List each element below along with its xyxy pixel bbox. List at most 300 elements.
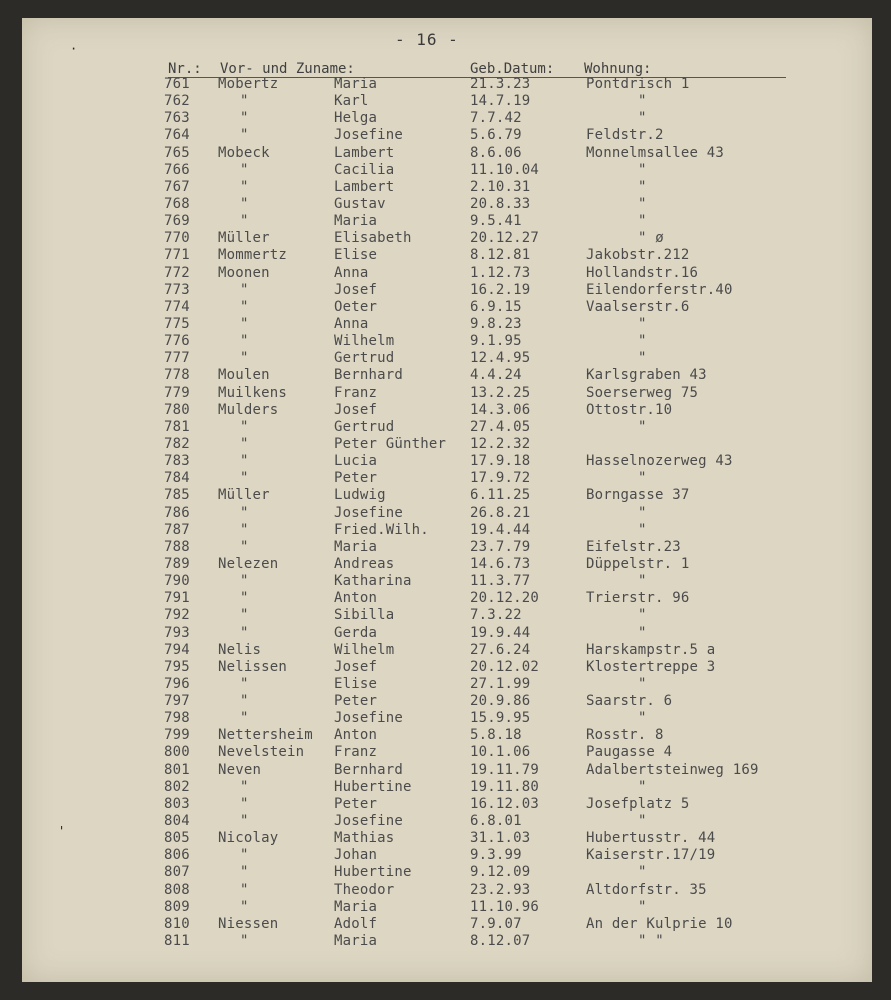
row-number: 800 <box>164 744 190 761</box>
row-address: Harskampstr.5 a <box>586 641 716 658</box>
row-last-name: " <box>240 315 249 332</box>
row-address: " <box>638 213 647 230</box>
row-birth-date: 27.4.05 <box>470 418 531 435</box>
row-first-name: Franz <box>334 384 378 401</box>
row-birth-date: 7.3.22 <box>470 607 522 624</box>
row-last-name: " <box>240 435 249 452</box>
table-row <box>0 933 891 950</box>
table-row <box>0 265 891 282</box>
row-birth-date: 11.3.77 <box>470 573 531 590</box>
row-birth-date: 13.2.25 <box>470 384 531 401</box>
row-address: Trierstr. 96 <box>586 590 690 607</box>
row-first-name: Josefine <box>334 127 404 144</box>
row-number: 772 <box>164 264 190 281</box>
row-address: Adalbertsteinweg 169 <box>586 761 759 778</box>
row-first-name: Adolf <box>334 915 378 932</box>
table-row <box>0 864 891 881</box>
table-row <box>0 299 891 316</box>
header-name: Vor- und Zuname: <box>220 61 355 77</box>
table-row <box>0 76 891 93</box>
row-address: " <box>638 470 647 487</box>
row-first-name: Josef <box>334 281 378 298</box>
row-birth-date: 19.9.44 <box>470 624 531 641</box>
table-row <box>0 762 891 779</box>
table-row <box>0 162 891 179</box>
row-last-name: Moulen <box>218 367 270 384</box>
row-number: 762 <box>164 93 190 110</box>
row-number: 787 <box>164 521 190 538</box>
row-birth-date: 20.8.33 <box>470 195 531 212</box>
row-number: 807 <box>164 864 190 881</box>
row-address: " <box>638 624 647 641</box>
row-number: 804 <box>164 813 190 830</box>
row-number: 773 <box>164 281 190 298</box>
row-address: Hollandstr.16 <box>586 264 699 281</box>
row-address: " <box>638 607 647 624</box>
row-first-name: Gerda <box>334 624 378 641</box>
row-last-name: " <box>240 624 249 641</box>
row-last-name: " <box>240 213 249 230</box>
row-address: Klostertreppe 3 <box>586 658 716 675</box>
row-birth-date: 14.7.19 <box>470 93 531 110</box>
row-last-name: Mobeck <box>218 144 270 161</box>
row-address: " " <box>638 933 664 950</box>
row-first-name: Peter <box>334 470 378 487</box>
row-birth-date: 6.8.01 <box>470 813 522 830</box>
row-number: 784 <box>164 470 190 487</box>
row-first-name: Hubertine <box>334 778 412 795</box>
row-last-name: Neven <box>218 761 262 778</box>
table-row <box>0 213 891 230</box>
row-birth-date: 23.2.93 <box>470 881 531 898</box>
row-first-name: Anna <box>334 264 369 281</box>
table-row <box>0 659 891 676</box>
row-number: 810 <box>164 915 190 932</box>
row-last-name: Mommertz <box>218 247 288 264</box>
row-number: 782 <box>164 435 190 452</box>
row-birth-date: 17.9.18 <box>470 453 531 470</box>
table-row <box>0 402 891 419</box>
row-number: 778 <box>164 367 190 384</box>
row-first-name: Maria <box>334 898 378 915</box>
table-row <box>0 436 891 453</box>
row-first-name: Johan <box>334 847 378 864</box>
row-address: " <box>638 315 647 332</box>
row-last-name: Muilkens <box>218 384 288 401</box>
row-last-name: Nettersheim <box>218 727 313 744</box>
row-first-name: Franz <box>334 744 378 761</box>
row-number: 808 <box>164 881 190 898</box>
row-address: " <box>638 333 647 350</box>
row-number: 799 <box>164 727 190 744</box>
row-first-name: Elise <box>334 247 378 264</box>
row-birth-date: 7.7.42 <box>470 110 522 127</box>
table-row <box>0 419 891 436</box>
row-last-name: Nelissen <box>218 658 288 675</box>
row-birth-date: 16.12.03 <box>470 795 540 812</box>
table-row <box>0 453 891 470</box>
row-address: " <box>638 573 647 590</box>
table-row <box>0 110 891 127</box>
row-number: 775 <box>164 315 190 332</box>
table-row <box>0 247 891 264</box>
row-last-name: " <box>240 675 249 692</box>
row-first-name: Maria <box>334 76 378 92</box>
row-number: 795 <box>164 658 190 675</box>
row-number: 803 <box>164 795 190 812</box>
row-last-name: " <box>240 813 249 830</box>
row-address: Vaalserstr.6 <box>586 298 690 315</box>
table-row <box>0 607 891 624</box>
row-number: 771 <box>164 247 190 264</box>
table-row <box>0 333 891 350</box>
row-last-name: " <box>240 350 249 367</box>
row-address: Pontdrisch 1 <box>586 76 690 92</box>
row-last-name: Müller <box>218 230 270 247</box>
table-row <box>0 179 891 196</box>
row-number: 802 <box>164 778 190 795</box>
register-list <box>0 76 891 950</box>
row-number: 794 <box>164 641 190 658</box>
row-birth-date: 2.10.31 <box>470 178 531 195</box>
row-first-name: Mathias <box>334 830 395 847</box>
row-address: Jakobstr.212 <box>586 247 690 264</box>
table-row <box>0 367 891 384</box>
row-first-name: Theodor <box>334 881 395 898</box>
row-birth-date: 19.11.80 <box>470 778 540 795</box>
table-row <box>0 642 891 659</box>
row-birth-date: 9.12.09 <box>470 864 531 881</box>
row-last-name: " <box>240 161 249 178</box>
table-row <box>0 779 891 796</box>
row-birth-date: 14.3.06 <box>470 401 531 418</box>
table-row <box>0 813 891 830</box>
row-number: 785 <box>164 487 190 504</box>
row-birth-date: 12.2.32 <box>470 435 531 452</box>
row-address: " <box>638 675 647 692</box>
row-first-name: Fried.Wilh. <box>334 521 429 538</box>
row-number: 809 <box>164 898 190 915</box>
row-birth-date: 8.12.07 <box>470 933 531 950</box>
row-address: Hasselnozerweg 43 <box>586 453 733 470</box>
row-first-name: Katharina <box>334 573 412 590</box>
row-last-name: " <box>240 864 249 881</box>
row-first-name: Bernhard <box>334 367 404 384</box>
row-address: Karlsgraben 43 <box>586 367 707 384</box>
row-first-name: Andreas <box>334 555 395 572</box>
row-birth-date: 6.9.15 <box>470 298 522 315</box>
row-address: Soerserweg 75 <box>586 384 699 401</box>
row-birth-date: 14.6.73 <box>470 555 531 572</box>
row-birth-date: 31.1.03 <box>470 830 531 847</box>
row-last-name: Nelis <box>218 641 262 658</box>
row-address: " <box>638 418 647 435</box>
row-last-name: " <box>240 710 249 727</box>
row-number: 766 <box>164 161 190 178</box>
row-birth-date: 11.10.96 <box>470 898 540 915</box>
row-last-name: Müller <box>218 487 270 504</box>
table-row <box>0 350 891 367</box>
row-birth-date: 20.12.27 <box>470 230 540 247</box>
row-address: Düppelstr. 1 <box>586 555 690 572</box>
row-address: Eilendorferstr.40 <box>586 281 733 298</box>
row-number: 768 <box>164 195 190 212</box>
row-number: 788 <box>164 538 190 555</box>
row-address: " ø <box>638 230 664 247</box>
row-first-name: Wilhelm <box>334 333 395 350</box>
row-first-name: Josef <box>334 658 378 675</box>
row-birth-date: 27.6.24 <box>470 641 531 658</box>
row-last-name: " <box>240 795 249 812</box>
table-row <box>0 676 891 693</box>
row-number: 805 <box>164 830 190 847</box>
header-date: Geb.Datum: <box>470 61 555 77</box>
row-last-name: Moonen <box>218 264 270 281</box>
row-number: 761 <box>164 76 190 92</box>
row-number: 796 <box>164 675 190 692</box>
row-number: 769 <box>164 213 190 230</box>
row-address: Eifelstr.23 <box>586 538 681 555</box>
row-birth-date: 5.6.79 <box>470 127 522 144</box>
row-address: Josefplatz 5 <box>586 795 690 812</box>
row-birth-date: 19.11.79 <box>470 761 540 778</box>
table-row <box>0 744 891 761</box>
row-first-name: Maria <box>334 213 378 230</box>
row-first-name: Karl <box>334 93 369 110</box>
table-row <box>0 590 891 607</box>
row-first-name: Elisabeth <box>334 230 412 247</box>
row-first-name: Lambert <box>334 144 395 161</box>
row-address: Monnelmsallee 43 <box>586 144 725 161</box>
row-birth-date: 9.8.23 <box>470 315 522 332</box>
table-row <box>0 573 891 590</box>
table-row <box>0 727 891 744</box>
table-row <box>0 882 891 899</box>
row-birth-date: 20.9.86 <box>470 693 531 710</box>
row-number: 780 <box>164 401 190 418</box>
row-birth-date: 8.6.06 <box>470 144 522 161</box>
row-number: 792 <box>164 607 190 624</box>
row-birth-date: 11.10.04 <box>470 161 540 178</box>
row-first-name: Gertrud <box>334 350 395 367</box>
row-birth-date: 23.7.79 <box>470 538 531 555</box>
row-last-name: " <box>240 93 249 110</box>
row-number: 811 <box>164 933 190 950</box>
row-last-name: " <box>240 933 249 950</box>
row-birth-date: 10.1.06 <box>470 744 531 761</box>
header-nr: Nr.: <box>168 61 202 77</box>
row-number: 786 <box>164 504 190 521</box>
row-first-name: Maria <box>334 933 378 950</box>
row-birth-date: 12.4.95 <box>470 350 531 367</box>
row-first-name: Cacilia <box>334 161 395 178</box>
table-row <box>0 145 891 162</box>
table-row <box>0 899 891 916</box>
row-last-name: " <box>240 504 249 521</box>
row-first-name: Lucia <box>334 453 378 470</box>
row-address: Saarstr. 6 <box>586 693 673 710</box>
row-address: " <box>638 178 647 195</box>
row-address: Hubertusstr. 44 <box>586 830 716 847</box>
row-address: Ottostr.10 <box>586 401 673 418</box>
table-row <box>0 830 891 847</box>
row-birth-date: 27.1.99 <box>470 675 531 692</box>
margin-mark: · <box>70 42 78 56</box>
row-last-name: Mobertz <box>218 76 279 92</box>
table-row <box>0 196 891 213</box>
row-first-name: Josefine <box>334 710 404 727</box>
row-address: An der Kulprie 10 <box>586 915 733 932</box>
row-first-name: Bernhard <box>334 761 404 778</box>
row-address: " <box>638 504 647 521</box>
page-number: - 16 - <box>395 30 459 49</box>
row-number: 781 <box>164 418 190 435</box>
row-address: " <box>638 521 647 538</box>
row-last-name: " <box>240 333 249 350</box>
row-last-name: " <box>240 418 249 435</box>
row-address: " <box>638 161 647 178</box>
row-birth-date: 17.9.72 <box>470 470 531 487</box>
row-number: 765 <box>164 144 190 161</box>
table-row <box>0 230 891 247</box>
row-first-name: Peter Günther <box>334 435 447 452</box>
row-first-name: Anna <box>334 315 369 332</box>
row-address: Feldstr.2 <box>586 127 664 144</box>
row-first-name: Josef <box>334 401 378 418</box>
row-last-name: " <box>240 281 249 298</box>
row-number: 770 <box>164 230 190 247</box>
row-birth-date: 9.5.41 <box>470 213 522 230</box>
row-last-name: Nicolay <box>218 830 279 847</box>
row-last-name: " <box>240 453 249 470</box>
row-last-name: " <box>240 110 249 127</box>
table-row <box>0 916 891 933</box>
row-first-name: Josefine <box>334 504 404 521</box>
row-last-name: " <box>240 195 249 212</box>
row-birth-date: 1.12.73 <box>470 264 531 281</box>
row-address: " <box>638 350 647 367</box>
row-first-name: Elise <box>334 675 378 692</box>
table-row <box>0 93 891 110</box>
row-first-name: Helga <box>334 110 378 127</box>
row-first-name: Maria <box>334 538 378 555</box>
row-number: 777 <box>164 350 190 367</box>
row-address: Rosstr. 8 <box>586 727 664 744</box>
row-first-name: Sibilla <box>334 607 395 624</box>
table-row <box>0 796 891 813</box>
table-row <box>0 127 891 144</box>
row-number: 798 <box>164 710 190 727</box>
row-first-name: Lambert <box>334 178 395 195</box>
row-birth-date: 9.3.99 <box>470 847 522 864</box>
margin-mark: ' <box>58 824 66 838</box>
row-number: 783 <box>164 453 190 470</box>
row-number: 789 <box>164 555 190 572</box>
row-number: 764 <box>164 127 190 144</box>
table-row <box>0 282 891 299</box>
row-birth-date: 6.11.25 <box>470 487 531 504</box>
row-address: " <box>638 93 647 110</box>
row-first-name: Peter <box>334 693 378 710</box>
row-first-name: Oeter <box>334 298 378 315</box>
row-birth-date: 8.12.81 <box>470 247 531 264</box>
row-last-name: " <box>240 127 249 144</box>
table-row <box>0 316 891 333</box>
header-address: Wohnung: <box>584 61 652 77</box>
table-row <box>0 539 891 556</box>
row-address: Altdorfstr. 35 <box>586 881 707 898</box>
row-birth-date: 21.3.23 <box>470 76 531 92</box>
table-row <box>0 710 891 727</box>
row-address: " <box>638 110 647 127</box>
row-last-name: Mulders <box>218 401 279 418</box>
row-last-name: " <box>240 298 249 315</box>
row-number: 774 <box>164 298 190 315</box>
row-last-name: " <box>240 693 249 710</box>
row-number: 790 <box>164 573 190 590</box>
row-first-name: Hubertine <box>334 864 412 881</box>
table-row <box>0 505 891 522</box>
row-address: " <box>638 813 647 830</box>
row-birth-date: 19.4.44 <box>470 521 531 538</box>
row-number: 793 <box>164 624 190 641</box>
row-address: " <box>638 195 647 212</box>
row-last-name: " <box>240 178 249 195</box>
row-number: 779 <box>164 384 190 401</box>
row-first-name: Anton <box>334 590 378 607</box>
table-row <box>0 556 891 573</box>
row-first-name: Josefine <box>334 813 404 830</box>
row-last-name: " <box>240 590 249 607</box>
row-address: " <box>638 864 647 881</box>
row-address: Paugasse 4 <box>586 744 673 761</box>
row-number: 801 <box>164 761 190 778</box>
table-row <box>0 847 891 864</box>
row-last-name: " <box>240 881 249 898</box>
row-last-name: " <box>240 470 249 487</box>
row-last-name: " <box>240 778 249 795</box>
table-row <box>0 625 891 642</box>
table-row <box>0 487 891 504</box>
table-row <box>0 470 891 487</box>
row-last-name: " <box>240 898 249 915</box>
row-last-name: Niessen <box>218 915 279 932</box>
row-birth-date: 26.8.21 <box>470 504 531 521</box>
row-number: 776 <box>164 333 190 350</box>
row-number: 797 <box>164 693 190 710</box>
row-last-name: " <box>240 607 249 624</box>
row-birth-date: 9.1.95 <box>470 333 522 350</box>
table-row <box>0 693 891 710</box>
row-first-name: Peter <box>334 795 378 812</box>
row-address: " <box>638 710 647 727</box>
row-first-name: Gertrud <box>334 418 395 435</box>
row-last-name: " <box>240 521 249 538</box>
row-birth-date: 5.8.18 <box>470 727 522 744</box>
row-first-name: Ludwig <box>334 487 386 504</box>
row-first-name: Anton <box>334 727 378 744</box>
row-number: 806 <box>164 847 190 864</box>
table-row <box>0 385 891 402</box>
table-row <box>0 522 891 539</box>
row-address: " <box>638 778 647 795</box>
row-number: 791 <box>164 590 190 607</box>
row-birth-date: 4.4.24 <box>470 367 522 384</box>
row-first-name: Gustav <box>334 195 386 212</box>
row-birth-date: 7.9.07 <box>470 915 522 932</box>
row-number: 767 <box>164 178 190 195</box>
row-birth-date: 20.12.20 <box>470 590 540 607</box>
